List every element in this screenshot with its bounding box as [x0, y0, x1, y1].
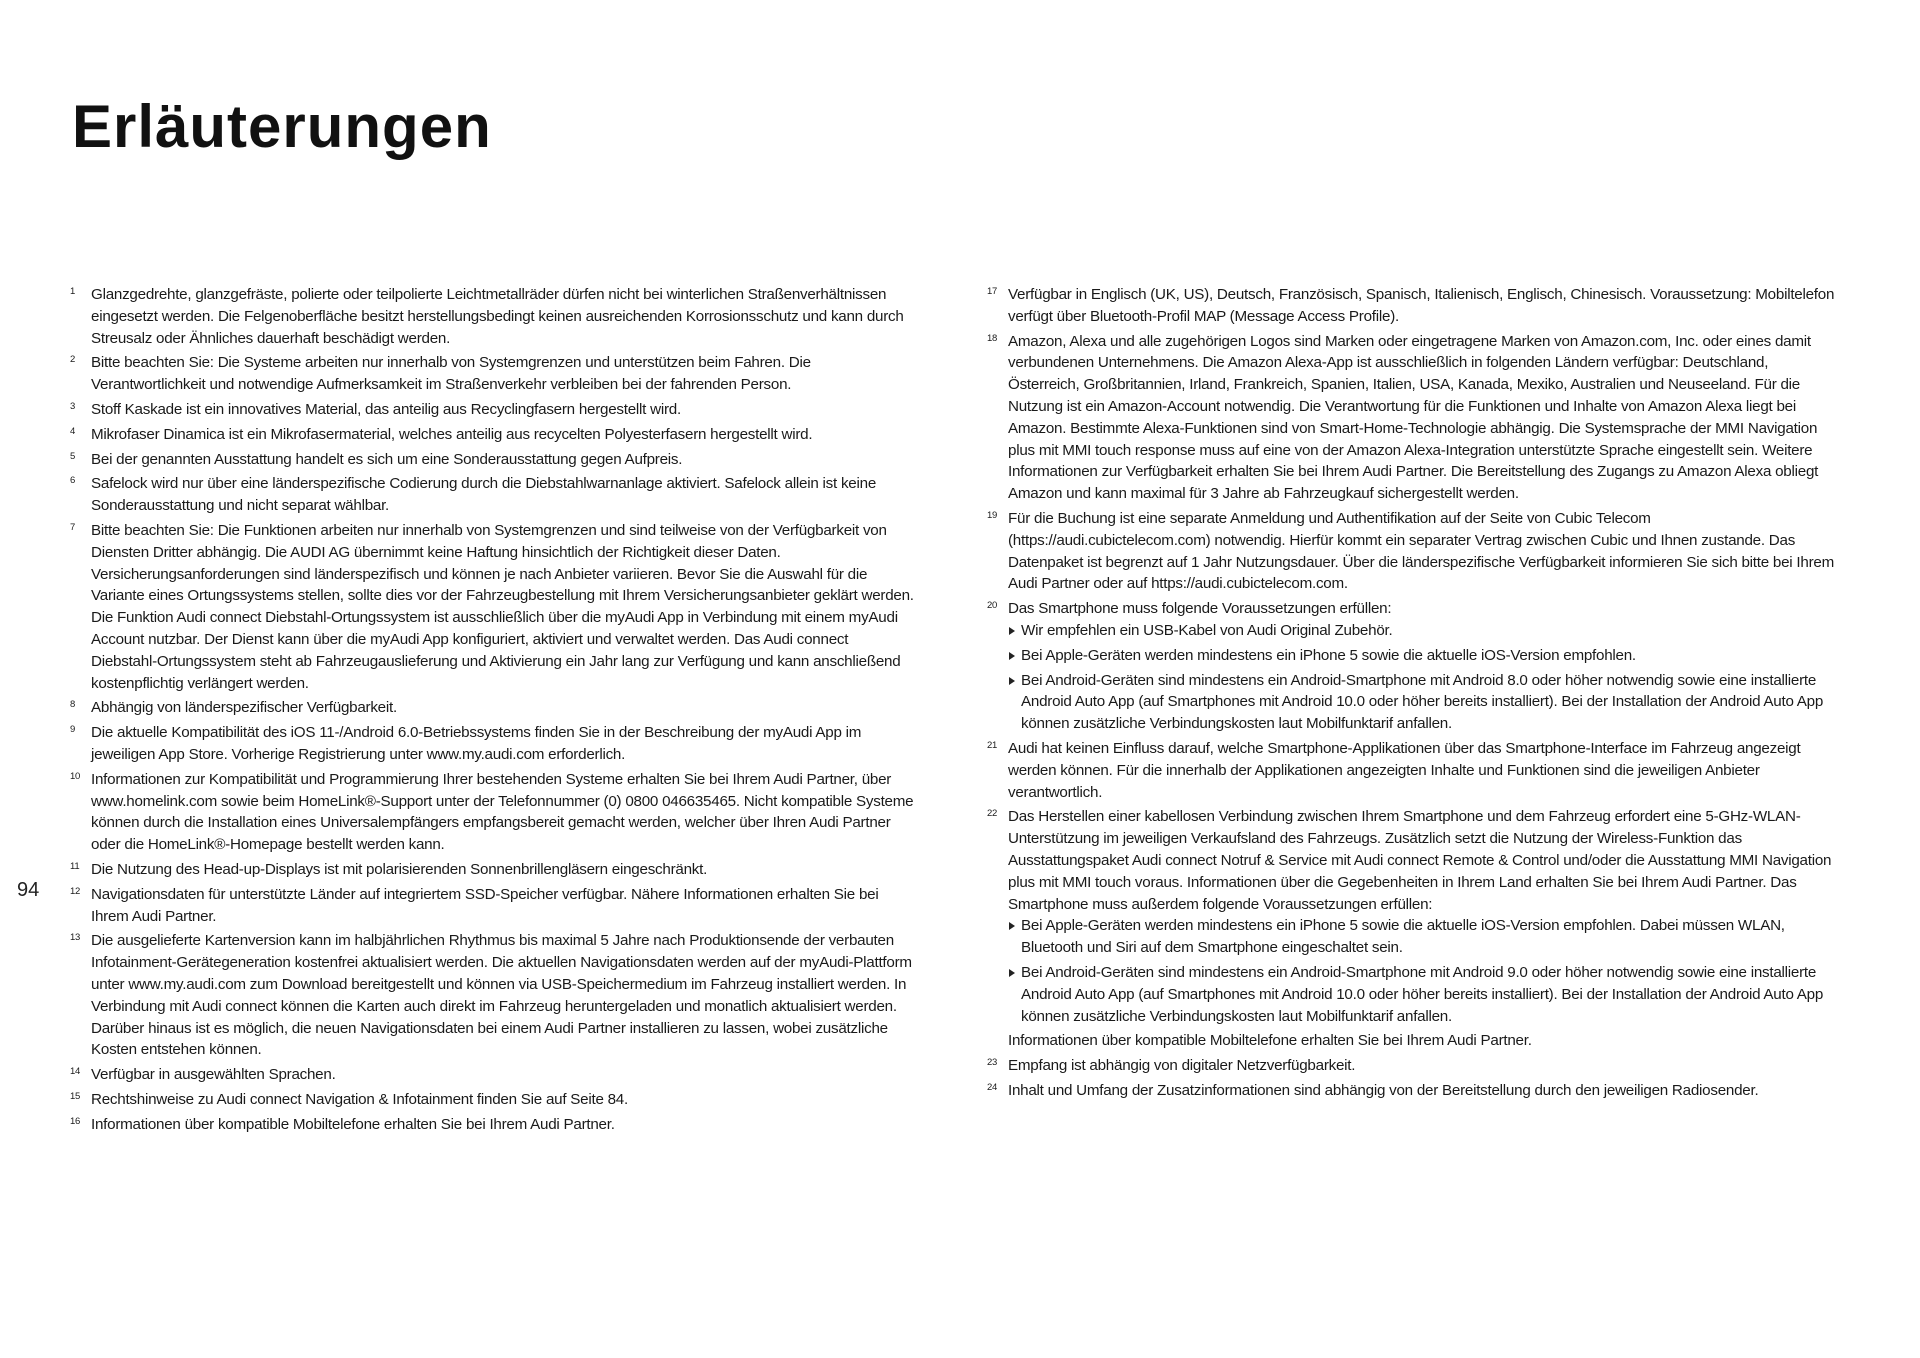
footnote-text: Audi hat keinen Einfluss darauf, welche Smartphone-Applikationen über das Smartphone-Interface im Fahrzeug angezeigt werden können. Für die innerhalb der Applikationen angezeigten Inhalte und Funktionen sind die jeweiligen Anbieter verantwortlich. [1008, 739, 1801, 801]
footnote [68, 520, 918, 694]
footnote [68, 930, 918, 1061]
footnote-text: Die ausgelieferte Kartenversion kann im halbjährlichen Rhythmus bis maximal 5 Jahre nach Produktionsende der verbauten Infotainment-Gerätegeneration kostenfrei aktualisiert werden. Die aktuellen Navigationsdaten werden auf der myAudi-Plattform unter www.my.audi.com zum Download bereitgestellt und können via USB-Speichermedium im Fahrzeug installiert werden. In Verbindung mit Audi connect können die Karten auch direkt im Fahrzeug heruntergeladen und monatlich aktualisiert werden. Darüber hinaus ist es möglich, die neuen Navigationsdaten bei einem Audi Partner installieren zu lassen, wobei zusätzliche Kosten entstehen können. [91, 932, 912, 1059]
footnote [68, 697, 918, 719]
footnote [985, 738, 1835, 803]
footnote-number: 7 [70, 521, 76, 533]
footnote-bullet: Bei Apple-Geräten werden mindestens ein iPhone 5 sowie die aktuelle iOS-Version empfohlen. [1008, 645, 1835, 667]
footnote-text: Glanzgedrehte, glanzgefräste, polierte oder teilpolierte Leichtmetallräder dürfen nicht bei winterlichen Straßenverhältnissen eingesetzt werden. Die Felgenoberfläche besitzt herstellungsbedingt keinen ausreichenden Korrosionsschutz und kann durch Streusalz oder Ähnliches dauerhaft beschädigt werden. [91, 286, 904, 347]
footnote-text: Die Nutzung des Head-up-Displays ist mit polarisierenden Sonnenbrillengläsern eingeschränkt. [91, 860, 708, 878]
footnote-text: Verfügbar in Englisch (UK, US), Deutsch, Französisch, Spanisch, Italienisch, Englisch, Chinesisch. Voraussetzung: Mobiltelefon verfügt über Bluetooth-Profil MAP (Message Access Profile). [1008, 286, 1835, 325]
footnote-number: 19 [987, 509, 998, 521]
footnote-text: Informationen über kompatible Mobiltelefone erhalten Sie bei Ihrem Audi Partner. [91, 1115, 615, 1133]
footnote [68, 859, 918, 881]
footnote-text: Rechtshinweise zu Audi connect Navigation & Infotainment finden Sie auf Seite 84. [91, 1090, 628, 1108]
footnote-number: 8 [70, 699, 76, 711]
footnote-text: Die aktuelle Kompatibilität des iOS 11-/Android 6.0-Betriebssystems finden Sie in der Beschreibung der myAudi App im jeweiligen App Store. Vorherige Registrierung unter www.my.audi.com erforderlich. [91, 724, 862, 763]
footnote-number: 9 [70, 724, 76, 736]
footnote-number: 10 [70, 770, 81, 782]
footnote-bullet: Bei Android-Geräten sind mindestens ein Android-Smartphone mit Android 9.0 oder höher notwendig sowie eine installierte Android Auto App (auf Smartphones mit Android 10.0 oder höher bereits installiert). Bei der Installation der Android Auto App können zusätzliche Verbindungskosten laut Mobilfunktarif anfallen. [1008, 962, 1835, 1027]
footnote [68, 424, 918, 446]
footnote-number: 3 [70, 400, 76, 412]
footnote [68, 722, 918, 766]
footnote [985, 1080, 1835, 1102]
footnote-text: Navigationsdaten für unterstützte Länder auf integriertem SSD-Speicher verfügbar. Nähere Informationen erhalten Sie bei Ihrem Audi Partner. [91, 885, 879, 925]
footnote-text: Empfang ist abhängig von digitaler Netzverfügbarkeit. [1008, 1057, 1356, 1075]
footnote-number: 1 [70, 286, 76, 297]
footnote-bullet: Wir empfehlen ein USB-Kabel von Audi Original Zubehör. [1008, 620, 1835, 642]
footnote-number: 15 [70, 1090, 81, 1102]
footnote-text: Inhalt und Umfang der Zusatzinformationen sind abhängig von der Bereitstellung durch den jeweiligen Radiosender. [1008, 1081, 1759, 1099]
footnote-addendum: Informationen über kompatible Mobiltelefone erhalten Sie bei Ihrem Audi Partner. [1008, 1032, 1532, 1050]
footnote-number: 23 [987, 1057, 998, 1069]
footnote [68, 284, 918, 349]
footnote [68, 1089, 918, 1111]
footnote-text: Bei der genannten Ausstattung handelt es sich um eine Sonderausstattung gegen Aufpreis. [91, 450, 683, 468]
footnote-number: 13 [70, 932, 81, 944]
footnote-text: Stoff Kaskade ist ein innovatives Material, das anteilig aus Recyclingfasern hergestellt wird. [91, 400, 681, 418]
footnote-number: 20 [987, 600, 998, 612]
footnotes-right-column [985, 284, 1835, 1105]
footnote-text: Bitte beachten Sie: Die Systeme arbeiten nur innerhalb von Systemgrenzen und unterstützen beim Fahren. Die Verantwortlichkeit und notwendige Aufmerksamkeit im Straßenverkehr verbleiben bei der fahrenden Person. [91, 354, 811, 394]
footnote [68, 769, 918, 856]
footnote-text: Amazon, Alexa und alle zugehörigen Logos sind Marken oder eingetragene Marken von Amazon.com, Inc. oder eines damit verbundenen Unternehmens. Die Amazon Alexa-App ist ausschließlich in folgenden Ländern verfügbar: Deutschland, Österreich, Großbritannien, Irland, Frankreich, Spanien, Italien, USA, Kanada, Mexiko, Australien und Neuseeland. Für die Nutzung ist ein Amazon-Account notwendig. Die Verantwortung für die Funktionen und Inhalte von Amazon Alexa liegt bei Amazon. Bestimmte Alexa-Funktionen sind von Smart-Home-Technologie abhängig. Die Systemsprache der MMI Navigation plus mit MMI touch response muss auf eine von der Amazon Alexa-Integration unterstützte Sprache eingestellt sein. Weitere Informationen zur Verfügbarkeit erhalten Sie bei Ihrem Audi Partner. Die Bereitstellung des Zugangs zu Amazon Alexa obliegt Amazon und kann maximal für 3 Jahre ab Fahrzeugkauf sichergestellt werden. [1008, 332, 1819, 503]
footnote-text: Safelock wird nur über eine länderspezifische Codierung durch die Diebstahlwarnanlage aktiviert. Safelock allein ist keine Sonderausstattung und nicht separat wählbar. [91, 475, 877, 515]
page-number: 94 [17, 879, 40, 901]
footnote [68, 449, 918, 471]
footnote-text: Für die Buchung ist eine separate Anmeldung und Authentifikation auf der Seite von Cubic Telecom (https://audi.cubictelecom.com) notwendig. Hierfür kommt ein separater Vertrag zwischen Cubic und Ihnen zustande. Das Datenpaket ist begrenzt auf 1 Jahr Nutzungsdauer. Über die länderspezifische Verfügbarkeit informieren Sie sich bitte bei Ihrem Audi Partner oder auf https://audi.cubictelecom.com. [1008, 509, 1834, 593]
footnote-text: Mikrofaser Dinamica ist ein Mikrofasermaterial, welches anteilig aus recycelten Polyesterfasern hergestellt wird. [91, 425, 813, 443]
footnote [985, 284, 1835, 328]
footnote-number: 14 [70, 1066, 81, 1078]
footnote-text: Das Herstellen einer kabellosen Verbindung zwischen Ihrem Smartphone und dem Fahrzeug erfordert eine 5-GHz-WLAN-Unterstützung im jeweiligen Verkaufsland des Fahrzeugs. Zusätzlich setzt die Nutzung der Wireless-Funktion das Ausstattungspaket Audi connect Notruf & Service mit Audi connect Remote & Control und/oder die Ausstattung MMI Navigation plus mit MMI touch voraus. Informationen über die Gegebenheiten in Ihrem Land erhalten Sie bei Ihrem Audi Partner. Das Smartphone muss außerdem folgende Voraussetzungen erfüllen: [1008, 808, 1832, 913]
footnote [985, 331, 1835, 505]
footnote-number: 6 [70, 475, 76, 487]
footnote-text: Das Smartphone muss folgende Voraussetzungen erfüllen: [1008, 600, 1392, 618]
footnote [68, 1114, 918, 1136]
footnote [68, 884, 918, 928]
footnotes-left-column [68, 284, 918, 1138]
footnote-text: Informationen zur Kompatibilität und Programmierung Ihrer bestehenden Systeme erhalten Sie bei Ihrem Audi Partner, über www.homelink.com sowie beim HomeLink®-Support unter der Telefonnummer (0) 0800 046635465. Nicht kompatible Systeme können durch die Installation eines Universalempfängers empfangsbereit gemacht werden, welcher über Ihren Audi Partner oder die HomeLink®-Homepage bestellt werden kann. [91, 770, 914, 854]
footnote-number: 12 [70, 885, 81, 897]
footnote-number: 4 [70, 425, 76, 437]
footnote [985, 806, 1835, 1052]
footnote-number: 16 [70, 1115, 81, 1127]
footnote-number: 2 [70, 354, 76, 366]
footnote [68, 1064, 918, 1086]
footnote [68, 352, 918, 396]
footnote-text: Verfügbar in ausgewählten Sprachen. [91, 1066, 336, 1084]
footnote-number: 18 [987, 332, 998, 344]
footnote-number: 11 [70, 860, 80, 872]
footnote-number: 5 [70, 450, 76, 462]
page-title: Erläuterungen [72, 93, 492, 160]
footnote [68, 473, 918, 517]
footnote-number: 21 [987, 739, 998, 751]
footnote-bullet: Bei Apple-Geräten werden mindestens ein iPhone 5 sowie die aktuelle iOS-Version empfohlen. Dabei müssen WLAN, Bluetooth und Siri auf dem Smartphone eingeschaltet sein. [1008, 915, 1835, 959]
footnote-number: 24 [987, 1081, 998, 1093]
footnote [985, 508, 1835, 595]
footnote-number: 17 [987, 286, 998, 297]
footnote-bullet: Bei Android-Geräten sind mindestens ein Android-Smartphone mit Android 8.0 oder höher notwendig sowie eine installierte Android Auto App (auf Smartphones mit Android 10.0 oder höher bereits installiert). Bei der Installation der Android Auto App können zusätzliche Verbindungskosten laut Mobilfunktarif anfallen. [1008, 670, 1835, 735]
footnote [985, 1055, 1835, 1077]
footnote-text: Abhängig von länderspezifischer Verfügbarkeit. [91, 699, 397, 717]
footnote-number: 22 [987, 808, 998, 820]
footnote [68, 399, 918, 421]
footnote [985, 598, 1835, 735]
footnote-text: Bitte beachten Sie: Die Funktionen arbeiten nur innerhalb von Systemgrenzen und sind teilweise von der Verfügbarkeit von Diensten Dritter abhängig. Die AUDI AG übernimmt keine Haftung hinsichtlich der Richtigkeit dieser Daten. Versicherungsanforderungen sind länderspezifisch und können je nach Anbieter variieren. Bevor Sie die Auswahl für die Variante eines Ortungssystems stellen, sollte dies vor der Fahrzeugbestellung mit Ihrem Versicherungsanbieter geklärt werden. Die Funktion Audi connect Diebstahl-Ortungssystem ist ausschließlich über die myAudi App in Verbindung mit einem myAudi Account nutzbar. Der Dienst kann über die myAudi App konfiguriert, aktiviert und verwaltet werden. Das Audi connect Diebstahl-Ortungssystem steht ab Fahrzeugauslieferung und Aktivierung ein Jahr lang zur Verfügung und kann anschließend kostenpflichtig verlängert werden. [91, 521, 914, 692]
